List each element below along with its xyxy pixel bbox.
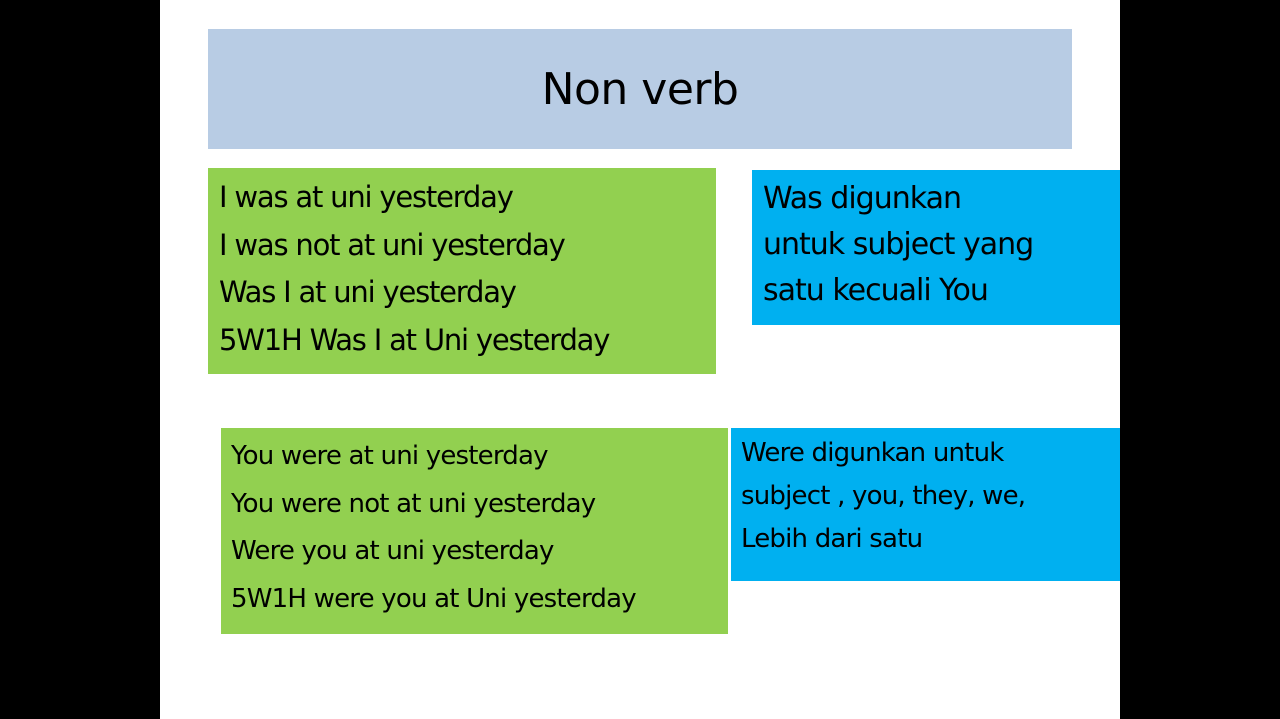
was-example-line: I was at uni yesterday [219,180,513,214]
was-example-line: 5W1H Was I at Uni yesterday [219,322,610,357]
was-note-line: satu kecuali You [763,273,988,308]
were-examples-box [221,428,728,634]
was-example-line: I was not at uni yesterday [219,227,565,262]
was-note-box [752,170,1120,325]
slide-title: Non verb [541,63,739,115]
title-box [208,29,1072,149]
were-example-line: Were you at uni yesterday [231,536,554,566]
was-example-line: Was I at uni yesterday [219,275,516,309]
were-example-line: You were at uni yesterday [231,441,548,471]
were-example-line: You were not at uni yesterday [231,488,596,519]
was-note-line: Was digunkan [763,181,961,216]
were-note-line: Lebih dari satu [741,524,923,554]
were-note-line: Were digunkan untuk [741,438,1004,468]
was-examples-box [208,168,716,374]
were-note-line: subject , you, they, we, [741,481,1026,511]
letterbox-right [1120,0,1280,719]
was-note-line: untuk subject yang [763,227,1034,262]
were-example-line: 5W1H were you at Uni yesterday [231,583,636,614]
were-note-box [731,428,1120,581]
slide [160,0,1120,719]
letterbox-left [0,0,160,719]
